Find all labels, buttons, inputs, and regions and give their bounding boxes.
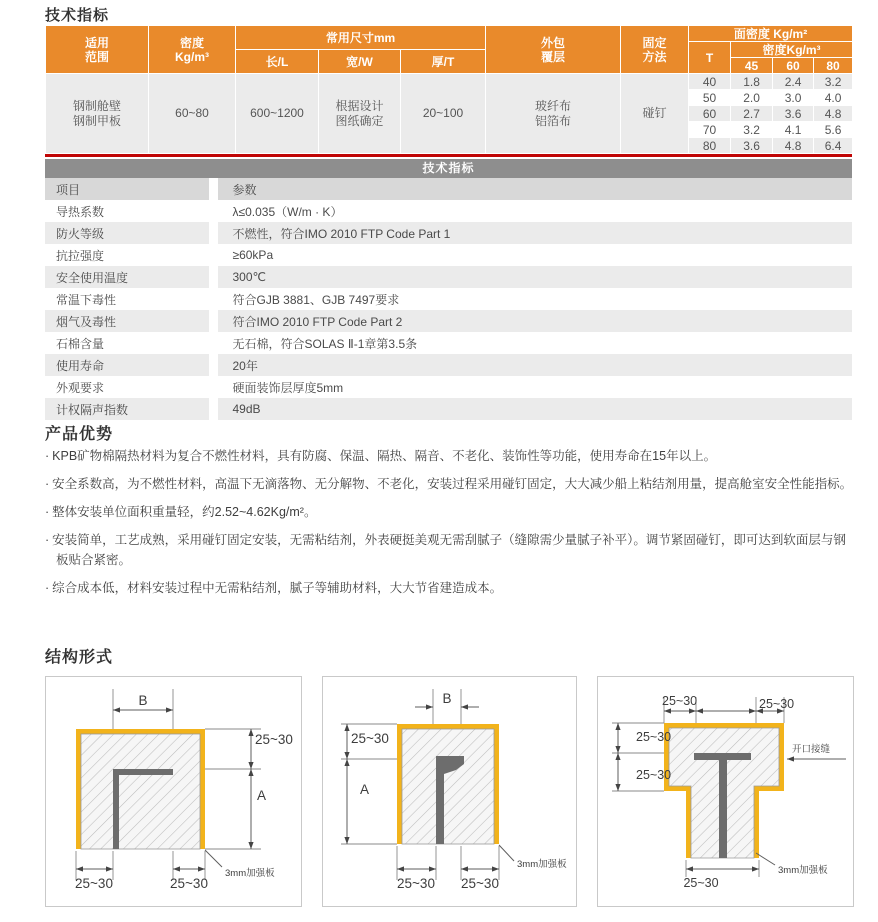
bullet-icon: · (45, 449, 50, 463)
cell-density: 60~80 (149, 74, 236, 154)
header-45: 45 (731, 58, 773, 74)
header-area-density: 面密度 Kg/m² (689, 26, 853, 42)
table-row: 防火等级 不燃性，符合IMO 2010 FTP Code Part 1 (45, 222, 852, 244)
table-row: 80 3.6 4.8 6.4 (46, 138, 853, 154)
header-fix-method: 固定 方法 (621, 26, 689, 74)
seam-note-label: 开口接缝 (792, 744, 831, 755)
dim-2530-label: 25~30 (397, 876, 435, 891)
cell-cover: 玻纤布 铝箔布 (486, 74, 621, 154)
dim-b-label: B (442, 691, 452, 706)
list-item: · 安全系数高，为不燃性材料，高温下无滴落物、无分解物、不老化，安装过程采用碰钉固定，大大减少船上粘结剂用量，提高舱室安全性能指标。 (45, 477, 853, 491)
header-60: 60 (773, 58, 814, 74)
table-row: 常温下毒性 符合GJB 3881、GJB 7497要求 (45, 288, 852, 310)
dim-2530-label: 25~30 (662, 694, 698, 708)
list-item: · 安装简单，工艺成熟，采用碰钉固定安装，无需粘结剂，外表硬挺美观无需刮腻子（缝隙需少量腻子补平）。调节紧固碰钉，即可达到软面层与钢板贴合紧密。 (45, 533, 846, 567)
diagram-angle-stiffener (45, 676, 302, 907)
table-row: 60 2.7 3.6 4.8 (46, 106, 853, 122)
plate-note-label: 3mm加强板 (778, 865, 828, 876)
dim-2530-label: 25~30 (636, 730, 672, 744)
table-row: 使用寿命 20年 (45, 354, 852, 376)
bullet-icon: · (45, 477, 50, 491)
cell-scope: 钢制舱壁 钢制甲板 (46, 74, 149, 154)
spec-table (45, 25, 853, 154)
list-item: · 整体安装单位面积重量轻，约2.52~4.62Kg/m²。 (45, 505, 317, 519)
dim-a-label: A (360, 782, 370, 797)
table-row: 计权隔声指数 49dB (45, 398, 852, 420)
dim-b-label: B (138, 693, 148, 708)
header-80: 80 (814, 58, 853, 74)
tech-banner: 技术指标 (45, 159, 852, 178)
dim-2530-label: 25~30 (351, 731, 389, 746)
header-T: T (689, 42, 731, 74)
cell-thickness: 20~100 (401, 74, 486, 154)
table-row: 钢制舱壁 钢制甲板 60~80 600~1200 根据设计 图纸确定 20~100 玻纤布 铝箔布 碰钉 40 1.8 2.4 3.2 (46, 74, 853, 90)
bullet-icon: · (45, 505, 50, 519)
table-row: 石棉含量 无石棉，符合SOLAS Ⅱ-1章第3.5条 (45, 332, 852, 354)
header-density: 密度 Kg/m³ (149, 26, 236, 74)
list-item: · KPB矿物棉隔热材料为复合不燃性材料，具有防腐、保温、隔热、隔音、不老化、装饰性等功能，使用寿命在15年以上。 (45, 449, 717, 463)
advantages-list (45, 446, 857, 606)
dim-2530-label: 25~30 (255, 732, 293, 747)
header-density2: 密度Kg/m³ (731, 42, 853, 58)
header-scope: 适用 范围 (46, 26, 149, 74)
red-divider (45, 154, 852, 157)
header-length: 长/L (236, 50, 319, 74)
diagram-t-stiffener (597, 676, 854, 907)
page-title: 技术指标 (45, 7, 110, 24)
cell-width: 根据设计 图纸确定 (319, 74, 401, 154)
table-row: 70 3.2 4.1 5.6 (46, 122, 853, 138)
insulation-hatch (402, 729, 494, 844)
table-row: 项目 参数 (45, 178, 852, 200)
table-row: 50 2.0 3.0 4.0 (46, 90, 853, 106)
header-cover: 外包 覆层 (486, 26, 621, 74)
structure-title: 结构形式 (45, 649, 114, 666)
dim-2530-label: 25~30 (636, 768, 672, 782)
table-row: 抗拉强度 ≥60kPa (45, 244, 852, 266)
list-item: · 综合成本低，材料安装过程中无需粘结剂，腻子等辅助材料，大大节省建造成本。 (45, 581, 503, 595)
dim-2530-label: 25~30 (759, 697, 795, 711)
plate-note-label: 3mm加强板 (225, 868, 275, 879)
cell-length: 600~1200 (236, 74, 319, 154)
bullet-icon: · (45, 581, 50, 595)
cell-fix: 碰钉 (621, 74, 689, 154)
table-row: 烟气及毒性 符合IMO 2010 FTP Code Part 2 (45, 310, 852, 332)
advantages-title: 产品优势 (45, 426, 114, 443)
header-common-size: 常用尺寸mm (236, 26, 486, 50)
header-width: 宽/W (319, 50, 401, 74)
header-thickness: 厚/T (401, 50, 486, 74)
dim-2530-label: 25~30 (170, 876, 208, 891)
diagram-bulb-stiffener (322, 676, 577, 907)
table-row: 导热系数 λ≤0.035（W/m · K） (45, 200, 852, 222)
table-row: 安全使用温度 300℃ (45, 266, 852, 288)
bullet-icon: · (45, 533, 50, 547)
dim-2530-label: 25~30 (683, 876, 719, 890)
dim-a-label: A (257, 788, 267, 803)
dim-2530-label: 25~30 (461, 876, 499, 891)
tech-table (45, 178, 852, 420)
dim-2530-label: 25~30 (75, 876, 113, 891)
plate-note-label: 3mm加强板 (517, 859, 567, 870)
table-row: 外观要求 硬面装饰层厚度5mm (45, 376, 852, 398)
insulation-hatch (81, 734, 200, 849)
